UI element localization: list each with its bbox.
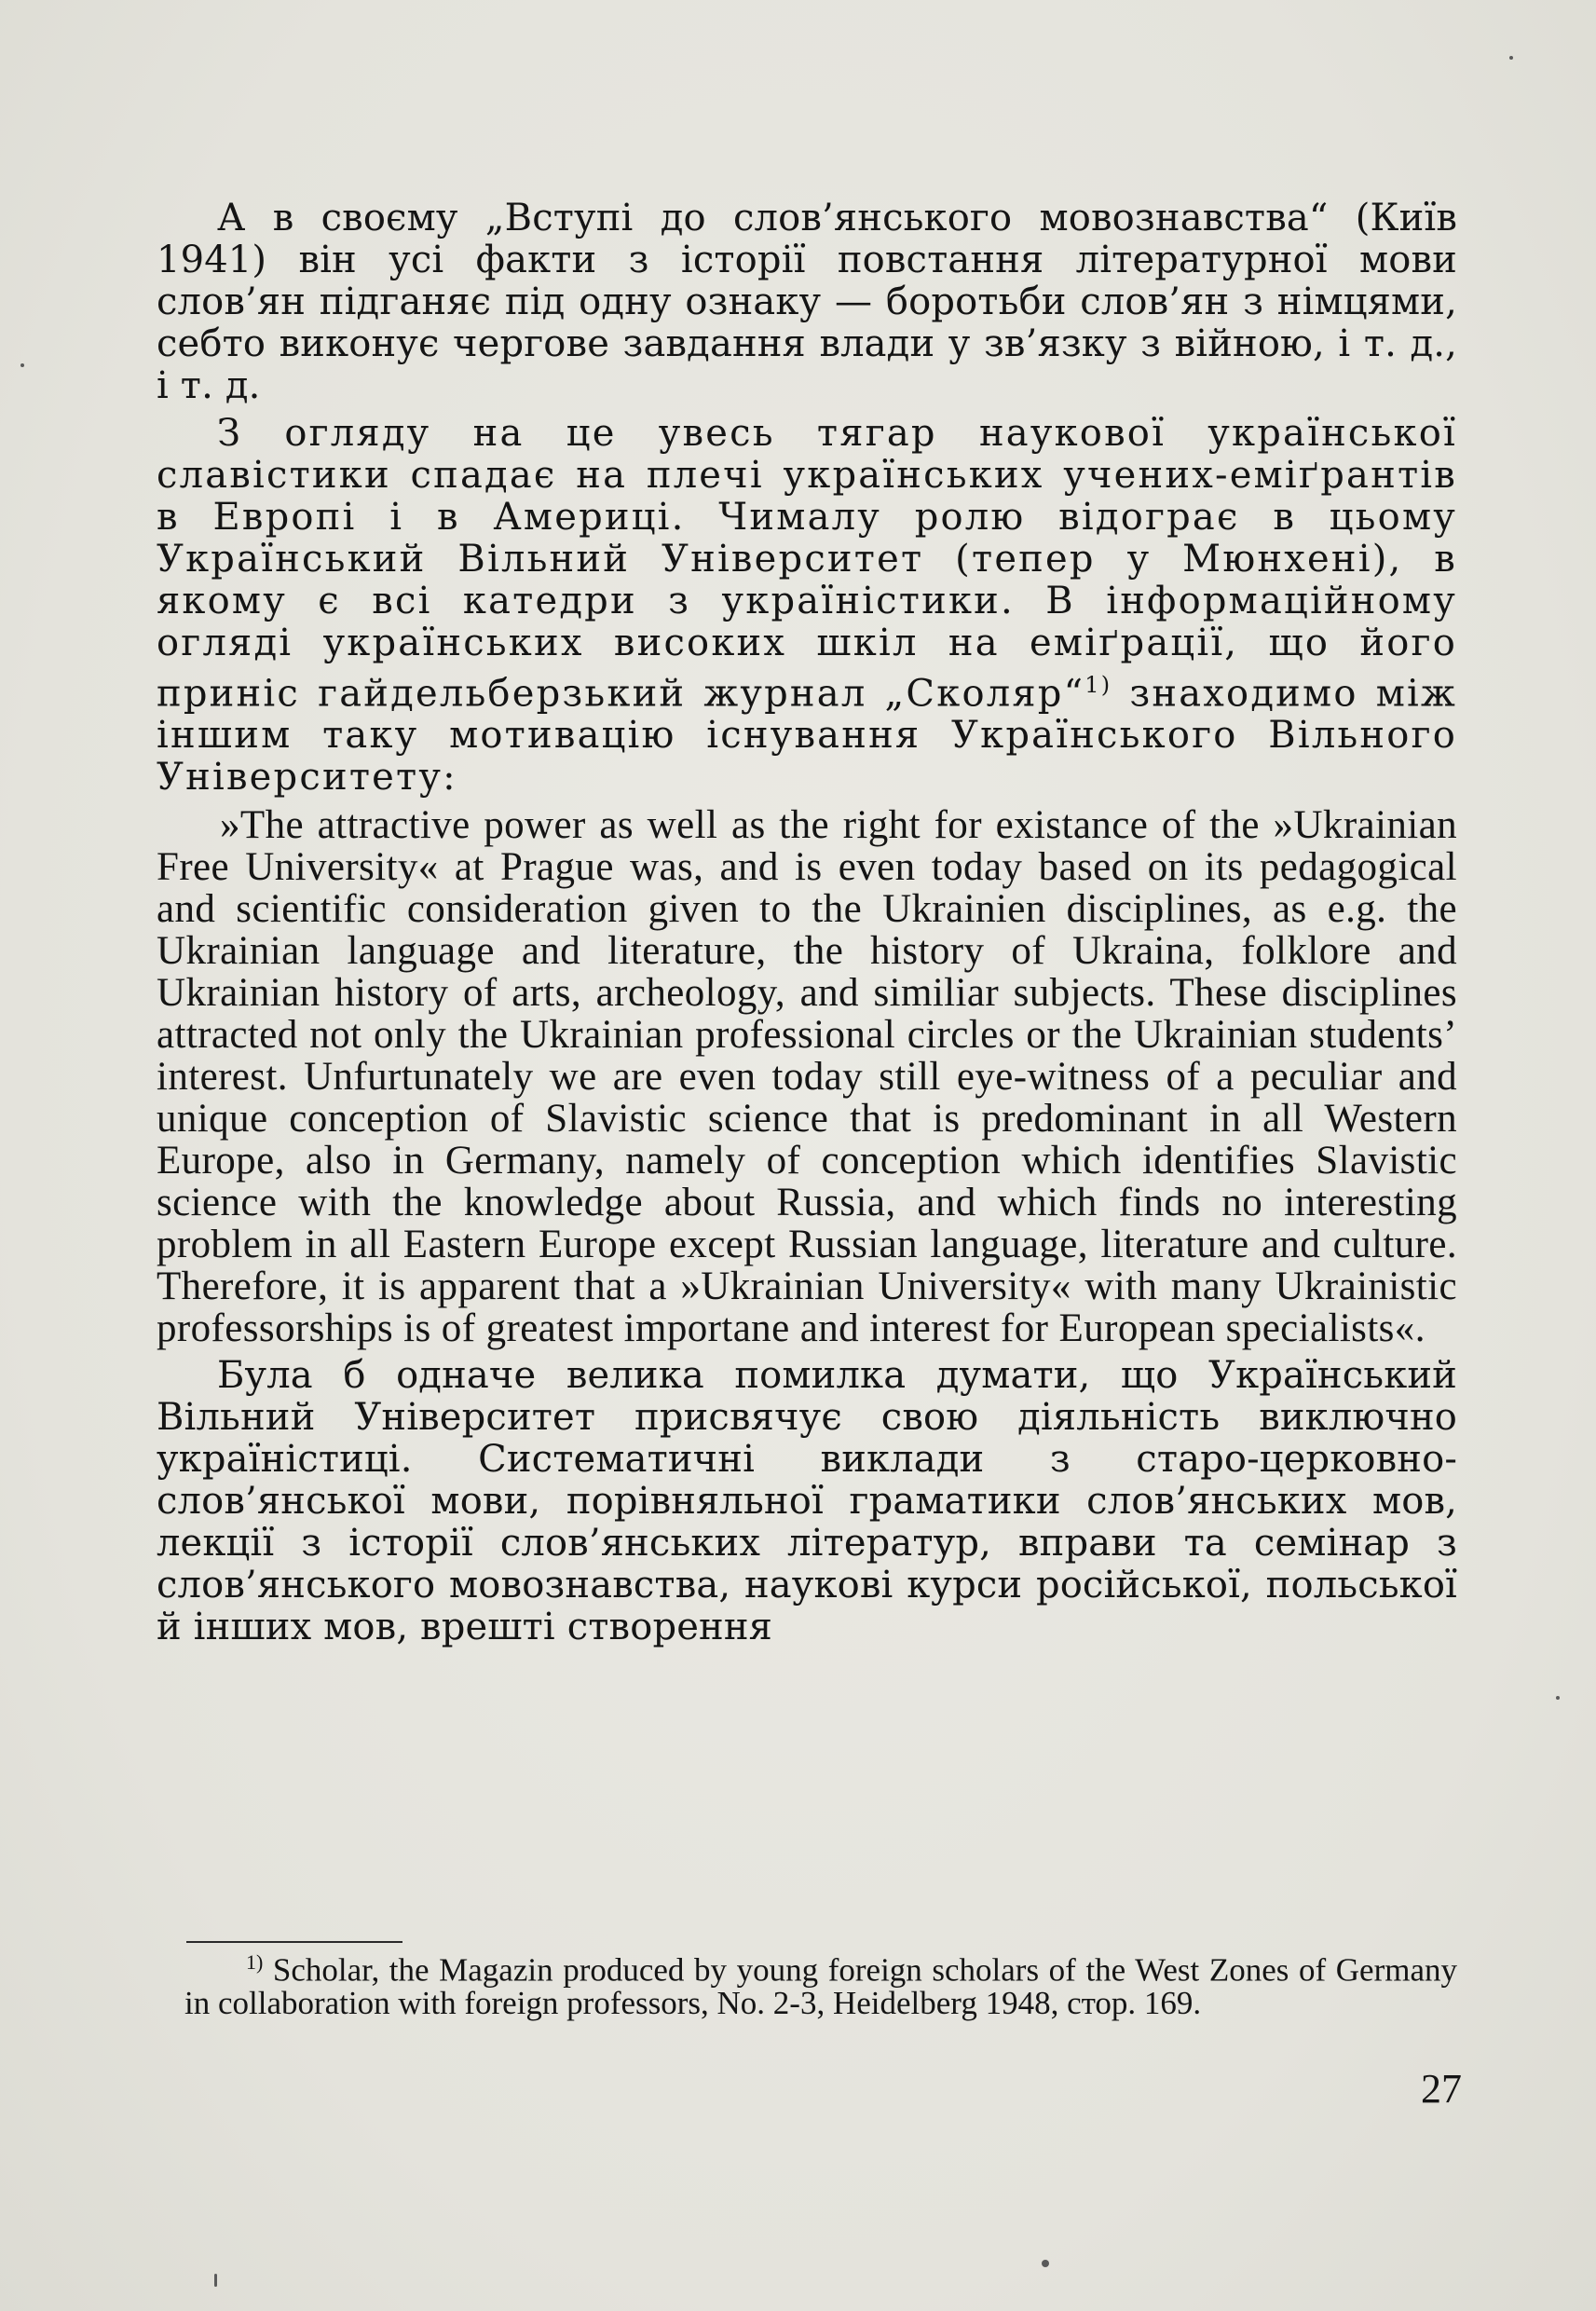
footnote-reference: 1) — [1084, 672, 1112, 698]
footnote — [184, 1946, 1457, 2019]
paper-speck — [1042, 2260, 1049, 2267]
paragraph-ohliad-part2: знаходимо між іншим таку мотивацію існування Українського Вільного Університету: — [157, 672, 1458, 800]
paragraph-pomylka: Була б одначе велика помилка думати, що Український Вільний Університет присвячує свою діяльність виключно україністиці. Систематичні виклади з старо-церковно-слов’янської мови, порівняльної граматики слов’янських мов, лекції з історії слов’янських літератур, вправи та семінар з слов’янського мовознавства, наукові курси російської, польської й інших мов, врешті створення — [157, 1354, 1457, 1649]
footnote-text: Scholar, the Magazin produced by young foreign scholars of the West Zones of Germany in collaboration with foreign professors, No. 2-3, Heidelberg 1948, стор. 169. — [184, 1951, 1457, 2021]
quotation-english: »The attractive power as well as the right for existance of the »Ukrainian Free University« at Prague was, and is even today based on its pedagogical and scientific consideration given to the Ukrainien disciplines, as e.g. the Ukrainian language and literature, the history of Ukraina, folklore and Ukrainian history of arts, archeology, and similiar subjects. These disciplines attracted not only the Ukrainian professional circles or the Ukrainian students’ interest. Unfurtunately we are even today still eye-witness of a peculiar and unique conception of Slavistic science that is predominant in all Western Europe, also in Germany, namely of conception which identifies Slavistic science with the knowledge about Russia, and which finds no interesting problem in all Eastern Europe except Russian language, literature and culture. Therefore, it is apparent that a »Ukrainian University« with many Ukrainistic professorships is of greatest importane and interest for European specialists«. — [157, 803, 1457, 1351]
body-text — [157, 198, 1457, 1648]
paragraph-ohliad — [157, 413, 1457, 799]
paper-speck — [1509, 56, 1513, 60]
page-number: 27 — [1421, 2066, 1462, 2112]
paper-speck — [214, 2274, 217, 2287]
paper-speck — [20, 363, 24, 367]
footnote-marker: 1) — [246, 1950, 264, 1974]
footnote-separator — [186, 1941, 402, 1943]
paper-speck — [1556, 1696, 1560, 1700]
paragraph-ohliad-part1: З огляду на це увесь тягар наукової української славістики спадає на плечі українських учених-еміґрантів в Европі і в Америці. Чималу ролю відограє в цьому Український Вільний Університет (тепер у Мюнхені), в якому є всі катедри з україністики. В інформаційному огляді українських високих шкіл на еміґрації, що його приніс гайдельберзький журнал „Сколяр“ — [157, 412, 1457, 716]
paragraph-vstup: А в своєму „Вступі до слов’янського мовознавства“ (Київ 1941) він усі факти з історії повстання літературної мови слов’ян підганяє під одну ознаку — боротьби слов’ян з німцями, себто виконує чергове завдання влади у зв’язку з війною, і т. д., і т. д. — [157, 197, 1457, 407]
